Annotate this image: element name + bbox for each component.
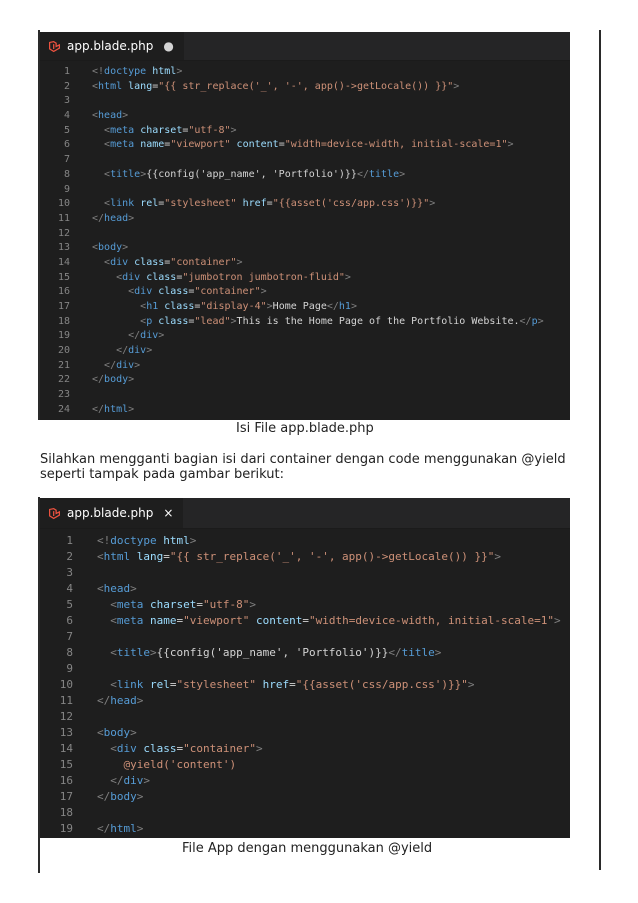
code-text: </body> xyxy=(97,790,144,803)
line-number: 12 xyxy=(57,227,70,239)
code-text: <title>{{config('app_name', 'Portfolio')}}</title> xyxy=(104,168,406,180)
line-number: 22 xyxy=(57,374,70,386)
line-number: 8 xyxy=(63,168,70,180)
code-text: <!doctype html> xyxy=(92,66,183,77)
code-text: <meta charset="utf-8"> xyxy=(110,598,256,611)
code-line xyxy=(40,183,570,198)
line-number: 11 xyxy=(57,212,70,224)
code-text: <title>{{config('app_name', 'Portfolio')}}</title> xyxy=(110,646,442,659)
code-line xyxy=(40,271,570,286)
line-number: 19 xyxy=(57,330,70,342)
line-number: 12 xyxy=(59,710,73,723)
body-paragraph: Silahkan mengganti bagian isi dari container dengan code menggunakan @yield seperti tampak pada gambar berikut: xyxy=(40,452,566,482)
file-tab[interactable] xyxy=(40,498,184,528)
line-number: 7 xyxy=(63,154,70,166)
line-number: 11 xyxy=(59,694,73,707)
code-text: <!doctype html> xyxy=(97,534,197,547)
code-line xyxy=(40,645,570,661)
line-number: 4 xyxy=(63,110,70,122)
line-number: 15 xyxy=(59,758,73,771)
code-line xyxy=(40,565,570,581)
code-line xyxy=(40,709,570,725)
laravel-logo-icon xyxy=(48,40,61,53)
line-number: 3 xyxy=(66,566,73,579)
code-text: <body> xyxy=(92,242,129,254)
code-line xyxy=(40,315,570,330)
code-text: <head> xyxy=(92,110,129,122)
file-tab-name: app.blade.php xyxy=(67,39,154,53)
code-area xyxy=(40,61,570,418)
line-number: 2 xyxy=(66,550,73,563)
line-number: 5 xyxy=(63,124,70,136)
code-text: <div class="container"> xyxy=(128,286,267,298)
code-line xyxy=(40,109,570,124)
line-number: 20 xyxy=(57,345,70,357)
close-tab-icon[interactable]: × xyxy=(163,506,174,520)
code-text: </div> xyxy=(110,774,150,787)
line-number: 8 xyxy=(66,646,73,659)
code-line xyxy=(40,629,570,645)
line-number: 9 xyxy=(66,662,73,675)
line-number: 2 xyxy=(63,80,70,92)
code-line xyxy=(40,581,570,597)
figure-caption: File App dengan menggunakan @yield xyxy=(182,841,433,856)
code-text: </div> xyxy=(104,359,141,371)
code-line xyxy=(40,124,570,139)
line-number: 4 xyxy=(66,582,73,595)
code-line xyxy=(40,661,570,677)
line-number: 1 xyxy=(63,66,70,77)
code-text: </head> xyxy=(97,694,144,707)
code-area xyxy=(40,529,570,837)
code-editor-2 xyxy=(40,498,570,838)
code-line xyxy=(40,65,570,80)
file-tab-name: app.blade.php xyxy=(67,506,154,520)
code-line xyxy=(40,241,570,256)
line-number: 6 xyxy=(66,614,73,627)
code-line xyxy=(40,138,570,153)
code-text: <body> xyxy=(97,726,137,739)
code-line xyxy=(40,197,570,212)
line-number: 21 xyxy=(57,359,70,371)
code-line xyxy=(40,725,570,741)
code-line xyxy=(40,153,570,168)
laravel-logo-icon xyxy=(48,507,61,520)
code-text: </html> xyxy=(97,822,144,835)
code-text: <html lang="{{ str_replace('_', '-', app()->getLocale()) }}"> xyxy=(97,550,502,563)
code-line xyxy=(40,300,570,315)
line-number: 10 xyxy=(59,678,73,691)
line-number: 13 xyxy=(57,242,70,254)
code-line xyxy=(40,757,570,773)
line-number: 18 xyxy=(59,806,73,819)
code-text: <div class="jumbotron jumbotron-fluid"> xyxy=(116,271,351,283)
code-line xyxy=(40,227,570,242)
code-text: <h1 class="display-4">Home Page</h1> xyxy=(140,301,357,312)
code-line xyxy=(40,80,570,95)
code-text: </body> xyxy=(92,374,135,386)
code-line xyxy=(40,805,570,821)
code-text: <html lang="{{ str_replace('_', '-', app()->getLocale()) }}"> xyxy=(92,80,460,92)
line-number: 19 xyxy=(59,822,73,835)
editor-tab-bar xyxy=(40,498,570,529)
line-number: 7 xyxy=(66,630,73,643)
code-line xyxy=(40,344,570,359)
code-line xyxy=(40,741,570,757)
code-text: <link rel="stylesheet" href="{{asset('css/app.css')}}"> xyxy=(104,198,436,210)
line-number: 10 xyxy=(57,198,70,210)
code-text: <head> xyxy=(97,582,137,595)
code-line xyxy=(40,597,570,613)
line-number: 24 xyxy=(57,403,70,415)
code-text: </head> xyxy=(92,212,135,224)
line-number: 15 xyxy=(57,271,70,283)
editor-tab-bar xyxy=(40,32,570,61)
code-line xyxy=(40,403,570,418)
file-tab[interactable] xyxy=(40,32,185,60)
page-right-rule xyxy=(599,30,601,870)
code-line xyxy=(40,789,570,805)
code-line xyxy=(40,359,570,374)
code-line xyxy=(40,613,570,629)
code-line xyxy=(40,693,570,709)
line-number: 16 xyxy=(57,286,70,298)
code-text: <div class="container"> xyxy=(110,742,263,755)
line-number: 17 xyxy=(59,790,73,803)
code-line xyxy=(40,256,570,271)
code-line xyxy=(40,94,570,109)
figure-caption: Isi File app.blade.php xyxy=(236,421,374,436)
code-line xyxy=(40,212,570,227)
code-line xyxy=(40,168,570,183)
line-number: 14 xyxy=(59,742,73,755)
code-text: <meta name="viewport" content="width=device-width, initial-scale=1"> xyxy=(110,614,561,627)
code-text: </html> xyxy=(92,403,135,415)
unsaved-dot-icon: ● xyxy=(163,39,174,53)
line-number: 18 xyxy=(57,315,70,327)
code-text: <meta name="viewport" content="width=device-width, initial-scale=1"> xyxy=(104,139,514,151)
line-number: 6 xyxy=(63,139,70,151)
code-editor-1 xyxy=(40,32,570,420)
line-number: 1 xyxy=(66,534,73,547)
code-line xyxy=(40,373,570,388)
line-number: 3 xyxy=(63,95,70,107)
code-line xyxy=(40,533,570,549)
line-number: 14 xyxy=(57,256,70,268)
code-text: <link rel="stylesheet" href="{{asset('css/app.css')}}"> xyxy=(110,678,475,691)
code-text: <p class="lead">This is the Home Page of the Portfolio Website.</p> xyxy=(140,315,544,327)
line-number: 13 xyxy=(59,726,73,739)
code-line xyxy=(40,773,570,789)
code-line xyxy=(40,285,570,300)
line-number: 5 xyxy=(66,598,73,611)
line-number: 9 xyxy=(63,183,70,195)
code-text: </div> xyxy=(128,330,165,342)
line-number: 23 xyxy=(57,389,70,401)
code-line xyxy=(40,549,570,565)
code-line xyxy=(40,677,570,693)
code-text: @yield('content') xyxy=(123,758,237,771)
code-line xyxy=(40,329,570,344)
line-number: 16 xyxy=(59,774,73,787)
code-text: </div> xyxy=(116,345,153,357)
code-text: <meta charset="utf-8"> xyxy=(104,124,237,136)
code-line xyxy=(40,821,570,837)
code-text: <div class="container"> xyxy=(104,256,243,268)
line-number: 17 xyxy=(57,301,70,312)
code-line xyxy=(40,388,570,403)
